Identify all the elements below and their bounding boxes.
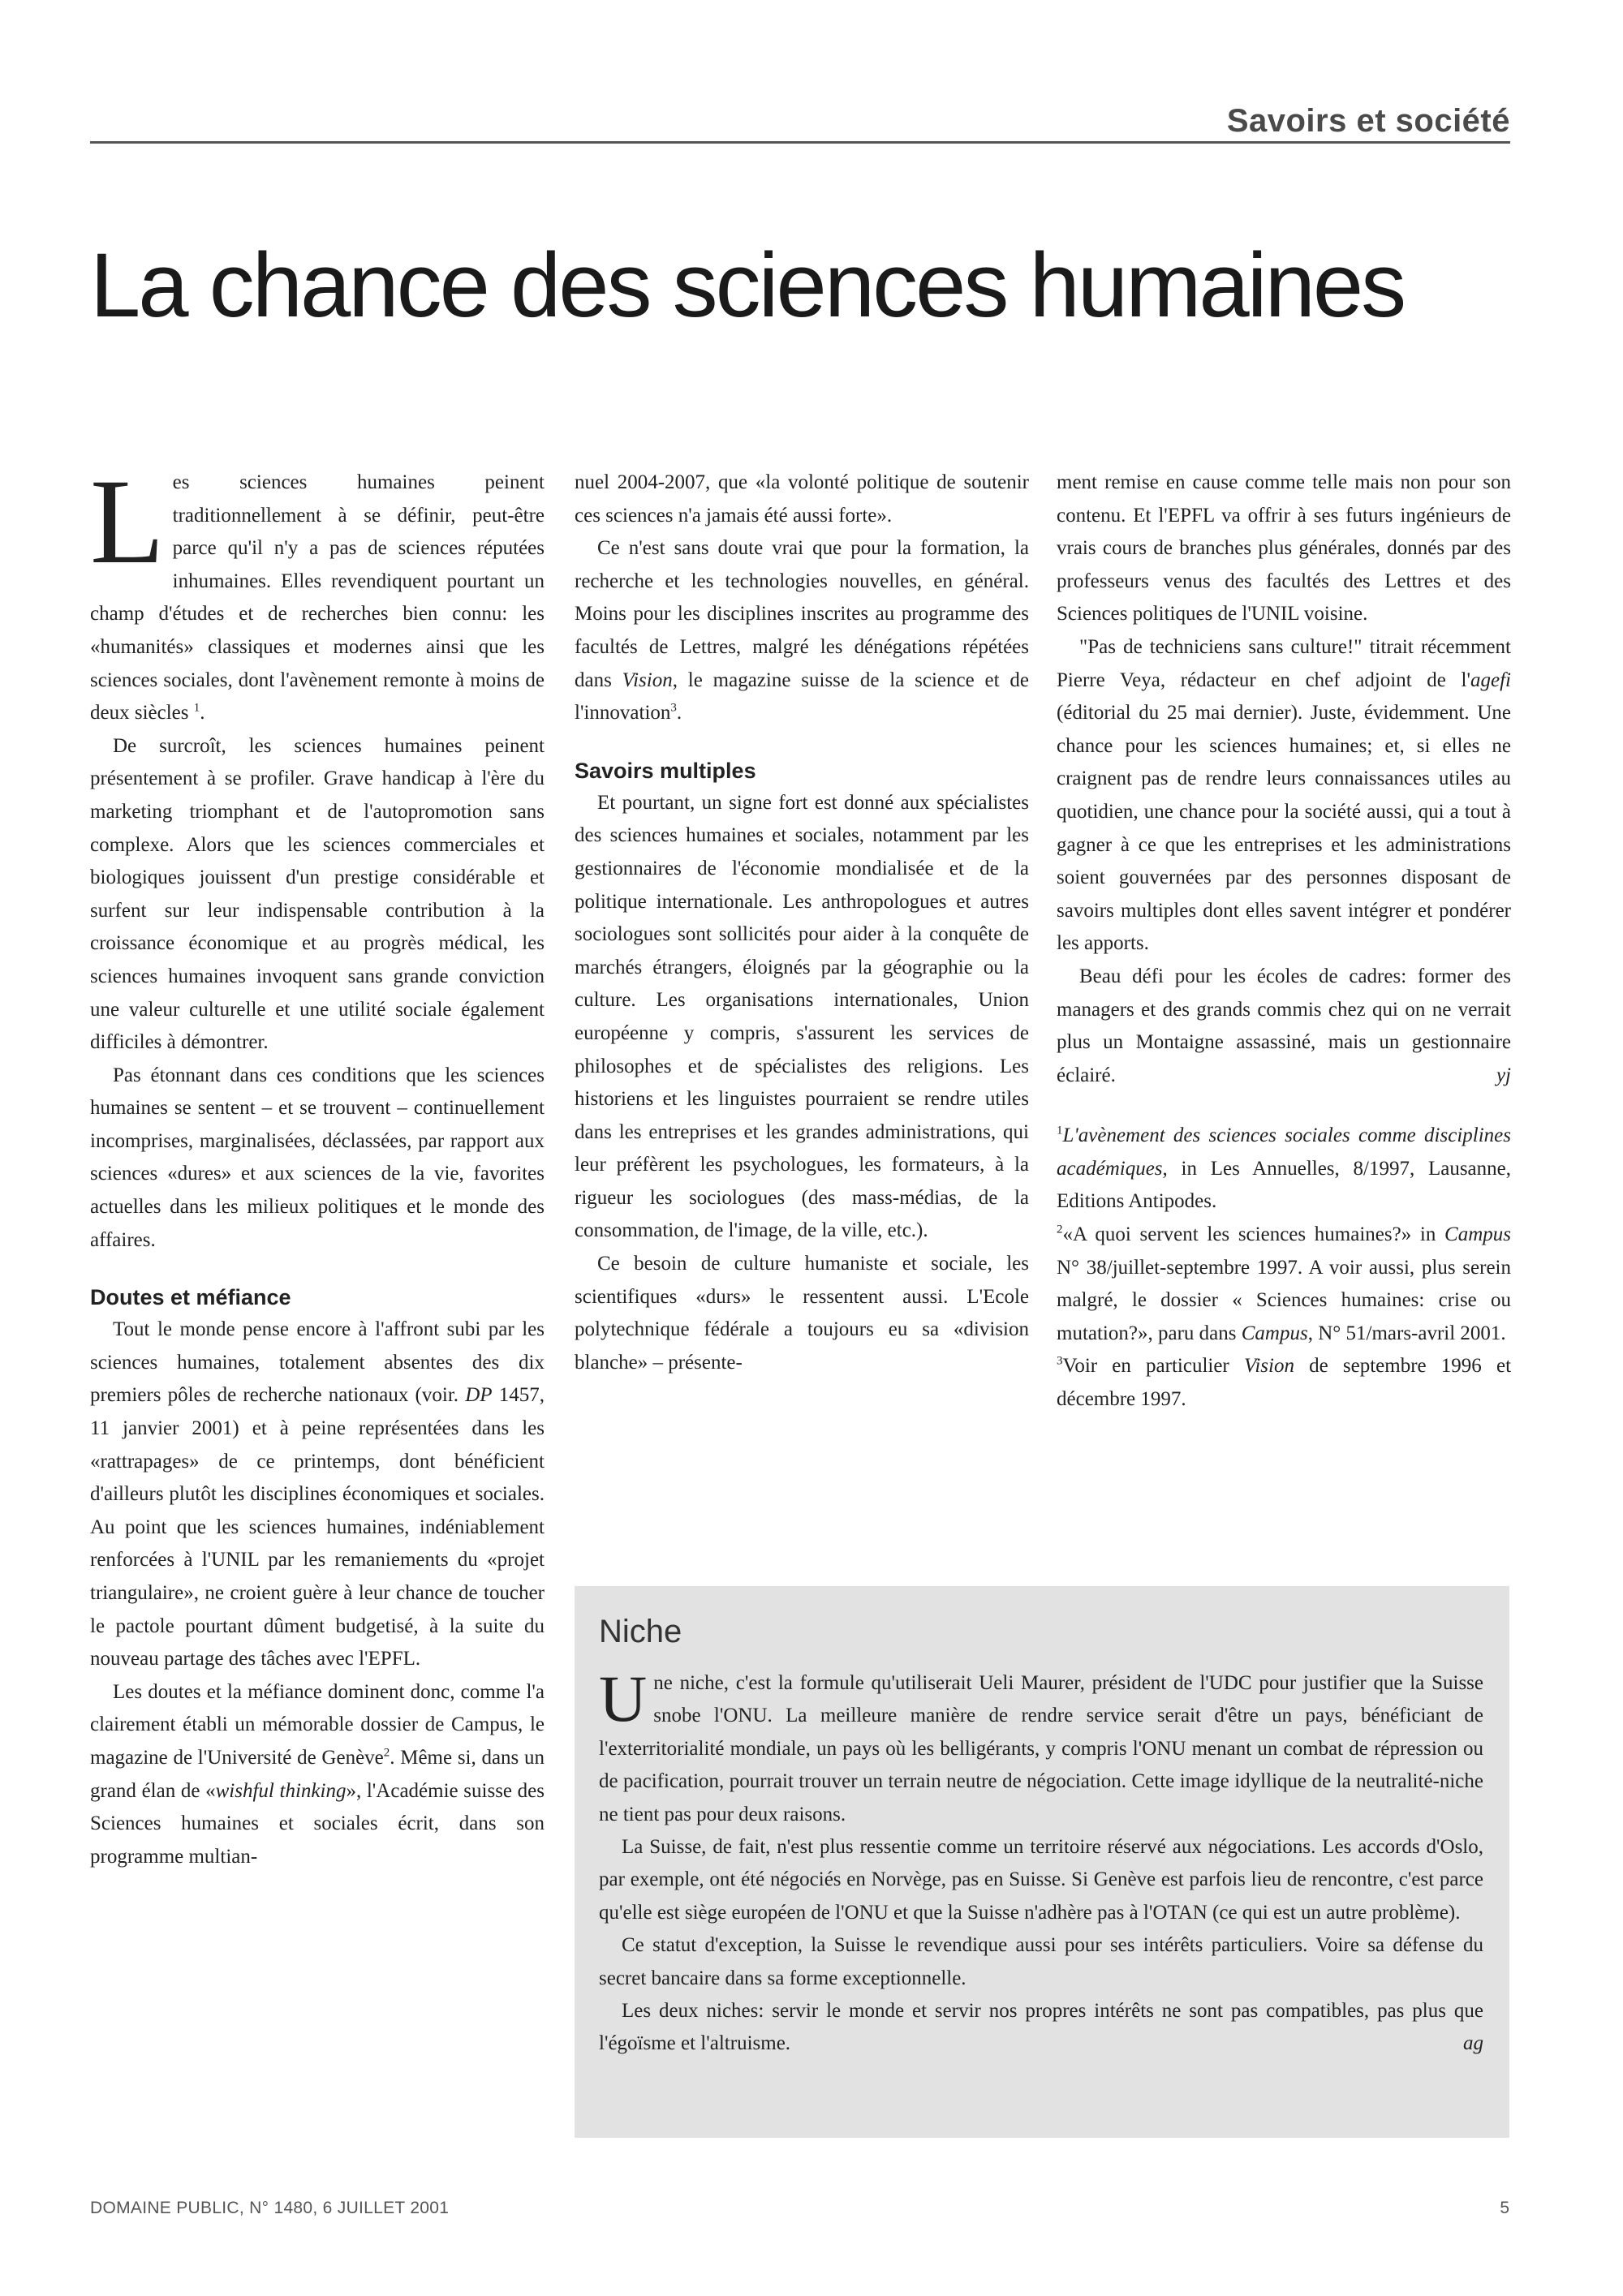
paragraph: Ce besoin de culture humaniste et sociale, les scientifiques «durs» le ressentent aussi. L'Ecole polytechnique fédérale a toujours eu sa «division blanche» – présente- [575,1253,1029,1374]
footnote-3: $^3$Voir en particulier Vision de septembre 1996 et décembre 1997. [1057,1355,1512,1411]
article-title: La chance des sciences humaines [90,234,1405,336]
paragraph: Beau défi pour les écoles de cadres: former des managers et des grands commis chez qui on ne verrait plus un Montaigne assassiné, mais un gestionnaire éclairé. yj [1057,961,1511,1092]
paragraph: La Suisse, de fait, n'est plus ressentie comme un territoire réservé aux négociations. Les accords d'Oslo, par exemple, ont été négociés en Norvège, pas en Suisse. Si Genève est parfois lieu de rencontre, c'est parce qu'elle est siège européen de l'ONU et que la Suisse n'adhère pas à l'OTAN (ce qui est un autre problème). [599,1836,1483,1924]
article-column-1 [90,454,545,1873]
paragraph: "Pas de techniciens sans culture!" titrait récemment Pierre Veya, rédacteur en chef adjoint de l'agefi (éditorial du 25 mai dernier). Juste, évidemment. Une chance pour les sciences humaines; et, si elles ne craignent pas de rendre leurs connaissances utiles au quotidien, une chance pour la société aussi, qui a tout à gagner à ce que les entreprises et les administrations soient gouvernées par des personnes disposant de savoirs multiples dont elles savent intégrer et pondérer les apports. [1057,635,1511,955]
paragraph: Les sciences humaines peinent traditionnellement à se définir, peut-être parce qu'il n'y a pas de sciences réputées inhumaines. Elles revendiquent pourtant un champ d'études et de recherches bien connu: les «humanités» classiques et modernes ainsi que les sciences sociales, dont l'avènement remonte à moins de deux siècles $^1$. [90,454,545,724]
footnote-2: $^2$«A quoi servent les sciences humaines?» in Campus N° 38/juillet-septembre 1997. A voir aussi, plus serein malgré, le dossier « Sciences humaines: crise ou mutation?», paru dans Campus, N° 51/mars-avril 2001. [1057,1223,1511,1344]
drop-cap: U [599,1662,648,1735]
paragraph: Les doutes et la méfiance dominent donc, comme l'a clairement établi un mémorable dossier de Campus, le magazine de l'Université de Genève$^2$. Même si, dans un grand élan de «wishful thinking», l'Académie suisse des Sciences humaines et sociales écrit, dans son programme multian- [90,1680,545,1868]
article-column-3 [1057,467,1511,1417]
footnote-ref: 3 [670,701,677,715]
subheading-doutes: Doutes et méfiance [90,1285,291,1310]
section-label: Savoirs et société [1226,103,1510,139]
box-title: Niche [599,1614,682,1649]
sidebar-box-niche [575,1586,1509,2138]
paragraph: Tout le monde pense encore à l'affront subi par les sciences humaines, totalement absentes des dix premiers pôles de recherche nationaux (voir. DP 1457, 11 janvier 2001) et à peine représentées dans les «rattrapages» de ce printemps, dont bénéficient d'ailleurs plutôt les disciplines économiques et sociales. Au point que les sciences humaines, indéniablement renforcées à l'UNIL par les remaniements du «projet triangulaire», ne croient guère à leur chance de toucher le pactole pourtant dûment budgetisé, à la suite du nouveau partage des tâches avec l'EPFL. [90,1318,545,1670]
paragraph: ment remise en cause comme telle mais non pour son contenu. Et l'EPFL va offrir à ses futurs ingénieurs de vrais cours de branches plus générales, donnés par des professeurs venus des facultés des Lettres et des Sciences politiques de l'UNIL voisine. [1057,471,1511,626]
section-header [90,101,1510,144]
author-signature: ag [1463,2032,1483,2055]
box-text [599,1662,1483,2061]
paragraph: Ce n'est sans doute vrai que pour la formation, la recherche et les technologies nouvelles, en général. Moins pour les disciplines inscrites au programme des facultés de Lettres, malgré les dénégations répétées dans Vision, le magazine suisse de la science et de l'innovation$^3$. [575,537,1030,724]
footnotes [1057,1120,1511,1416]
footer-publication: DOMAINE PUBLIC, N° 1480, 6 JUILLET 2001 [90,2199,450,2217]
subheading-savoirs: Savoirs multiples [575,758,756,783]
drop-cap: L [90,454,165,589]
paragraph: Et pourtant, un signe fort est donné aux spécialistes des sciences humaines et sociales, notamment par les gestionnaires de l'économie mondialisée et de la politique internationale. Les anthropologues et autres sociologues sont sollicités pour aider à la conquête de marchés étrangers, éloignés par la géographie ou la culture. Les organisations internationales, Union européenne y compris, s'assurent les services de philosophes et de spécialistes des religions. Les historiens et les linguistes pourraient se rendre utiles dans les entreprises et les grandes administrations, qui leur préfèrent les psychologues, les formateurs, à la rigueur les sociologues (des mass-médias, de la consommation, de l'image, de la ville, etc.). [575,791,1029,1242]
paragraph: De surcroît, les sciences humaines peinent présentement à se profiler. Grave handicap à l'ère du marketing triomphant et de l'autopromotion sans complexe. Alors que les sciences commerciales et biologiques jouissent d'un prestige considérable et surfent sur leur indispensable contribution à la croissance économique et au progrès médical, les sciences humaines invoquent sans grande conviction une valeur culturelle et une utilité sociale également difficiles à démontrer. [90,734,545,1054]
paragraph: Les deux niches: servir le monde et servir nos propres intérêts ne sont pas compatibles, pas plus que l'égoïsme et l'altruisme. ag [599,1995,1483,2061]
paragraph: Une niche, c'est la formule qu'utiliserait Ueli Maurer, président de l'UDC pour justifier que la Suisse snobe l'ONU. La meilleure manière de rendre service serait d'être un pays, bénéficiant de l'exterritorialité mondiale, un pays où les belligérants, y compris l'ONU menant un combat de répression ou de pacification, pourrait trouver un terrain neutre de négociation. Cette image idyllique de la neutralité-niche ne tient pas pour deux raisons. [599,1662,1483,1825]
paragraph: Pas étonnant dans ces conditions que les sciences humaines se sentent – et se trouvent – continuellement incomprises, marginalisées, déclassées, par rapport aux sciences «dures» et aux sciences de la vie, favorites actuelles dans les milieux politiques et le monde des affaires. [90,1064,545,1251]
author-signature: yj [1496,1064,1511,1086]
page-number: 5 [1500,2199,1509,2217]
paragraph: Ce statut d'exception, la Suisse le revendique aussi pour ses intérêts particuliers. Voire sa défense du secret bancaire dans sa forme exceptionnelle. [599,1934,1483,1989]
paragraph: nuel 2004-2007, que «la volonté politique de soutenir ces sciences n'a jamais été aussi forte». [575,471,1029,527]
footnote-ref: 2 [383,1746,390,1760]
footnote-1: $^1$L'avènement des sciences sociales comme disciplines académiques, in Les Annuelles, 8/1997, Lausanne, Editions Antipodes. [1057,1124,1511,1213]
footnote-ref: 1 [193,701,200,715]
article-column-2 [575,467,1029,1379]
